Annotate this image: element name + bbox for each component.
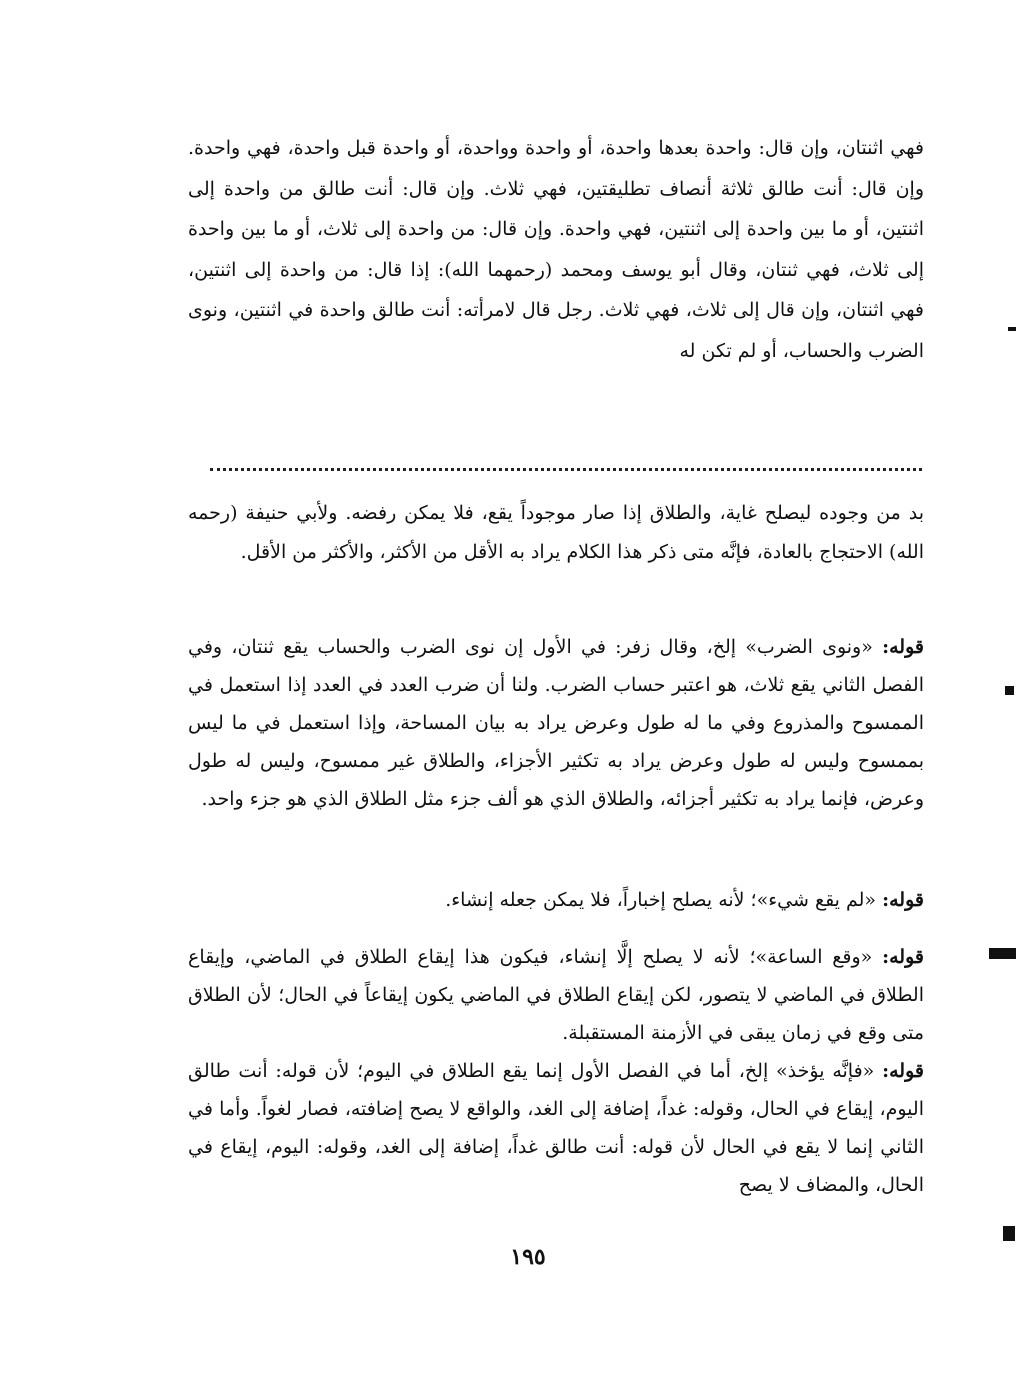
commentary-continuation: بد من وجوده ليصلح غاية، والطلاق إذا صار موجوداً يقع، فلا يمكن رفضه. ولأبي حنيفة (رحمه الله) الاحتجاج بالعادة، فإنَّه متى ذكر هذا الكلام يراد به الأقل من الأكثر، والأكثر من الأقل.: [188, 502, 924, 563]
scan-edge-mark: [1008, 327, 1016, 331]
commentary-lead: قوله:: [882, 636, 924, 658]
scan-edge-mark: [1003, 1226, 1015, 1241]
commentary-body: «فإنَّه يؤخذ» إلخ، أما في الفصل الأول إنما يقع الطلاق في اليوم؛ لأن قوله: أنت طالق اليوم، إيقاع في الحال، وقوله: غداً، إضافة إلى الغد، والواقع لا يصح إضافته، فصار لغواً. وأما في الثاني إنما لا يقع في الحال لأن قوله: أنت طالق غداً، إضافة إلى الغد، وقوله: اليوم، إيقاع في الحال، والمضاف لا يصح: [188, 1060, 924, 1196]
commentary-paragraph: [188, 628, 924, 818]
commentary-paragraph: [188, 938, 924, 1052]
commentary-body: «وقع الساعة»؛ لأنه لا يصلح إلَّا إنشاء، فيكون هذا إيقاع الطلاق في الماضي، وإيقاع الطلاق في الماضي لا يتصور، لكن إيقاع الطلاق في الماضي يكون إيقاعاً في الحال؛ لأن الطلاق متى وقع في زمان يبقى في الأزمنة المستقبلة.: [188, 946, 924, 1044]
commentary-lead: قوله:: [882, 1060, 924, 1082]
commentary-paragraph: [188, 1052, 924, 1204]
commentary-lead: قوله:: [882, 946, 924, 968]
page-number: ١٩٥: [510, 1244, 546, 1270]
commentary-body: «لم يقع شيء»؛ لأنه يصلح إخباراً، فلا يمكن جعله إنشاء.: [445, 889, 883, 911]
commentary-body: «ونوى الضرب» إلخ، وقال زفر: في الأول إن نوى الضرب والحساب يقع ثنتان، وفي الفصل الثاني يقع ثلاث، هو اعتبر حساب الضرب. ولنا أن ضرب العدد في العدد إذا استعمل في الممسوح والمذروع وفي ما له طول وعرض يراد به بيان المساحة، وإذا استعمل في ما ليس بممسوح وليس له طول وعرض يراد به تكثير الأجزاء، والطلاق غير ممسوح، وليس له طول وعرض، فإنما يراد به تكثير أجزائه، والطلاق الذي هو ألف جزء مثل الطلاق الذي هو جزء واحد.: [188, 636, 924, 810]
scan-edge-mark: [1005, 686, 1014, 695]
dotted-separator: [210, 468, 922, 471]
main-text-paragraph: فهي اثنتان، وإن قال: واحدة بعدها واحدة، أو واحدة وواحدة، أو واحدة قبل واحدة، فهي واحدة. وإن قال: أنت طالق ثلاثة أنصاف تطليقتين، فهي ثلاث. وإن قال: أنت طالق من واحدة إلى اثنتين، أو ما بين واحدة إلى اثنتين، فهي واحدة. وإن قال: من واحدة إلى ثلاث، أو ما بين واحدة إلى ثلاث، فهي ثنتان، وقال أبو يوسف ومحمد (رحمهما الله): إذا قال: من واحدة إلى اثنتين، فهي اثنتان، وإن قال إلى ثلاث، فهي ثلاث. رجل قال لامرأته: أنت طالق واحدة في اثنتين، ونوى الضرب والحساب، أو لم تكن له: [188, 137, 924, 362]
scan-edge-mark: [989, 948, 1016, 959]
commentary-lead: قوله:: [882, 889, 924, 911]
commentary-paragraph: [188, 881, 924, 919]
